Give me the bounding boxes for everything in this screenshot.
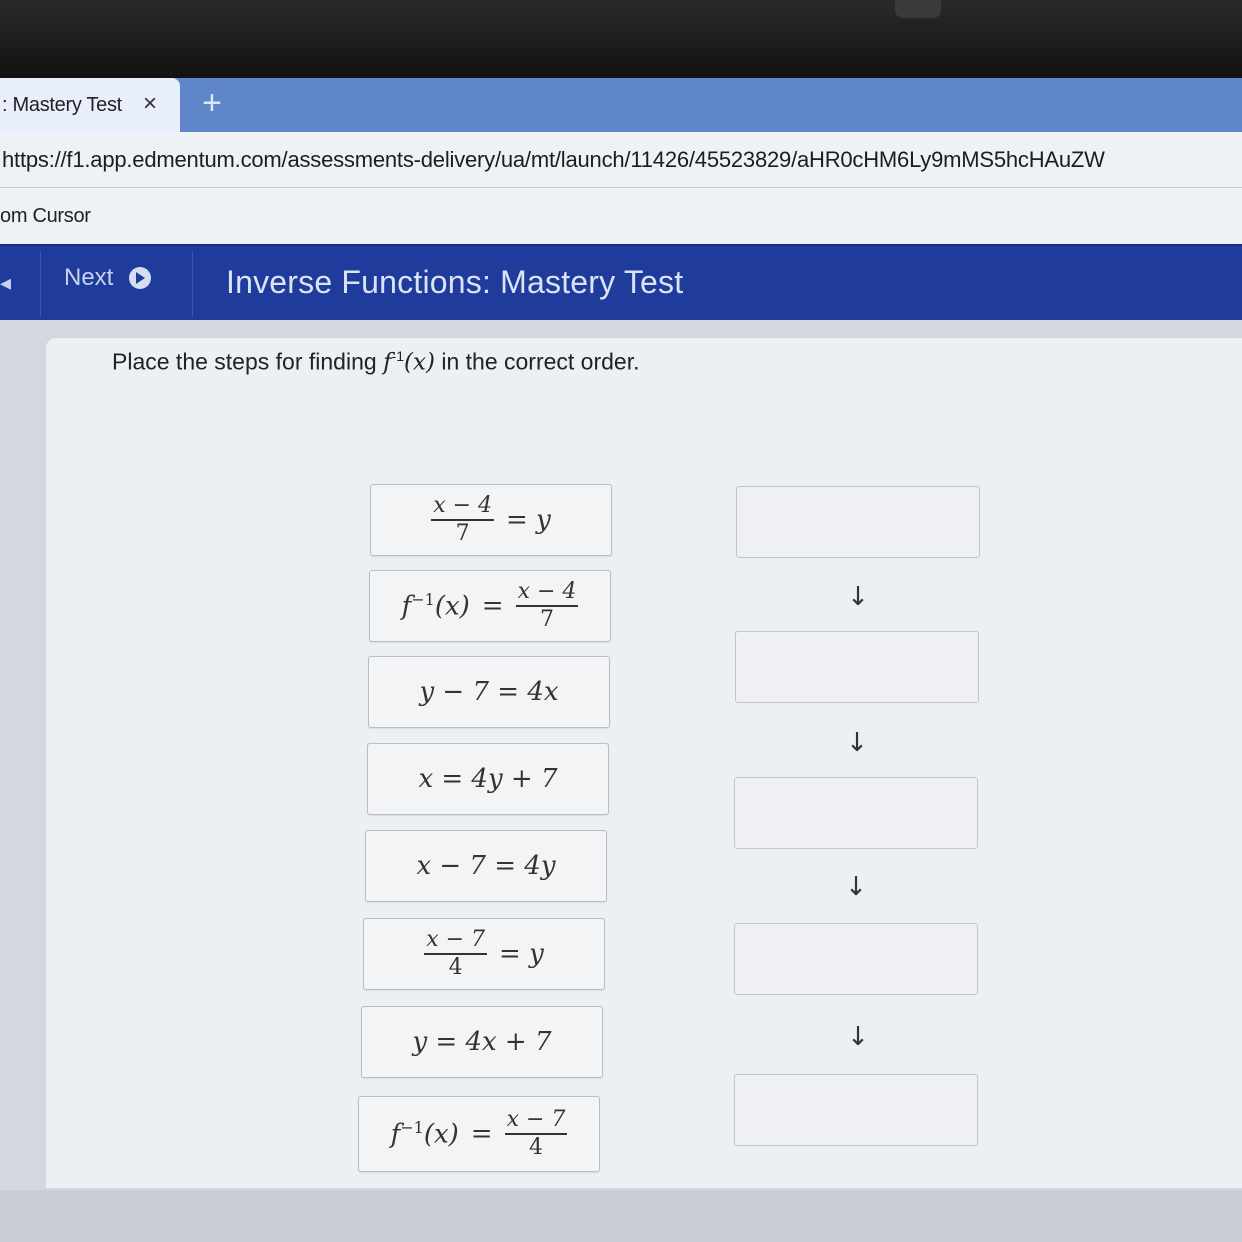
step-tile[interactable]	[363, 918, 605, 990]
function-argument: (x)	[434, 591, 470, 622]
prompt-function: f	[383, 349, 392, 376]
drop-slot[interactable]	[734, 777, 978, 849]
prompt-suffix: in the correct order.	[434, 348, 640, 375]
equation-rest: = y	[506, 505, 551, 535]
function-name: f	[390, 1119, 401, 1150]
step-tile[interactable]	[370, 484, 612, 556]
arrow-down-icon: ↓	[847, 1022, 869, 1052]
arrow-down-icon: ↓	[847, 582, 869, 612]
function-name: f	[401, 591, 412, 622]
app-header	[0, 244, 1242, 320]
footer-strip	[0, 1190, 1242, 1242]
step-tile[interactable]	[367, 743, 609, 815]
fraction-numerator: x − 4	[431, 495, 494, 521]
equation-rest: = y	[499, 939, 544, 969]
prompt-exponent: -1	[391, 348, 405, 364]
back-arrow-icon[interactable]: ◂	[0, 270, 12, 295]
fraction-denominator: 4	[448, 955, 463, 980]
step-tile[interactable]	[361, 1006, 603, 1078]
header-divider	[40, 252, 41, 316]
fraction-numerator: x − 7	[505, 1109, 568, 1135]
page-title: Inverse Functions: Mastery Test	[226, 264, 684, 300]
arrow-down-icon: ↓	[845, 872, 867, 902]
screen-bezel	[0, 0, 1242, 80]
header-divider	[192, 252, 193, 316]
step-equation: y − 7 = 4x	[419, 677, 559, 707]
step-equation: x − 7 = 4y	[416, 851, 556, 881]
tab-title: : Mastery Test	[2, 93, 122, 116]
webcam	[895, 0, 941, 18]
equals-sign: =	[470, 1119, 493, 1149]
fraction-denominator: 4	[528, 1135, 543, 1160]
function-argument: (x)	[423, 1119, 459, 1150]
browser-tab-active[interactable]	[0, 78, 180, 132]
fraction-denominator: 7	[455, 521, 470, 546]
question-prompt	[112, 348, 640, 376]
bookmark-item[interactable]: om Cursor	[0, 204, 91, 227]
new-tab-icon[interactable]: +	[202, 84, 222, 122]
equals-sign: =	[481, 591, 504, 621]
fraction-numerator: x − 4	[516, 581, 579, 607]
step-tile[interactable]	[365, 830, 607, 902]
next-label: Next	[64, 264, 114, 291]
question-panel	[46, 338, 1242, 1188]
fraction-denominator: 7	[539, 607, 554, 632]
browser-tab-bar	[0, 78, 1242, 132]
address-bar[interactable]	[0, 132, 1242, 188]
next-button[interactable]	[64, 264, 151, 292]
drop-slot[interactable]	[734, 1074, 978, 1146]
arrow-down-icon: ↓	[846, 728, 868, 758]
prompt-argument: (x)	[404, 349, 435, 376]
step-tile[interactable]	[369, 570, 611, 642]
close-icon[interactable]: ×	[143, 90, 158, 117]
drop-slot[interactable]	[735, 631, 979, 703]
prompt-prefix: Place the steps for finding	[112, 348, 384, 375]
inverse-exponent: −1	[400, 1118, 424, 1138]
inverse-exponent: −1	[411, 590, 435, 610]
arrow-right-circle-icon	[129, 267, 151, 289]
step-equation: x = 4y + 7	[418, 764, 558, 794]
url-text: https://f1.app.edmentum.com/assessments-delivery/ua/mt/launch/11426/45523829/aHR0cHM6Ly9mMS5hcHAuZW	[2, 146, 1105, 172]
step-tile[interactable]	[358, 1096, 600, 1172]
step-equation: y = 4x + 7	[412, 1027, 552, 1057]
fraction-numerator: x − 7	[424, 929, 487, 955]
drop-slot[interactable]	[734, 923, 978, 995]
drop-slot[interactable]	[736, 486, 980, 558]
bookmarks-bar	[0, 188, 1242, 244]
step-tile[interactable]	[368, 656, 610, 728]
